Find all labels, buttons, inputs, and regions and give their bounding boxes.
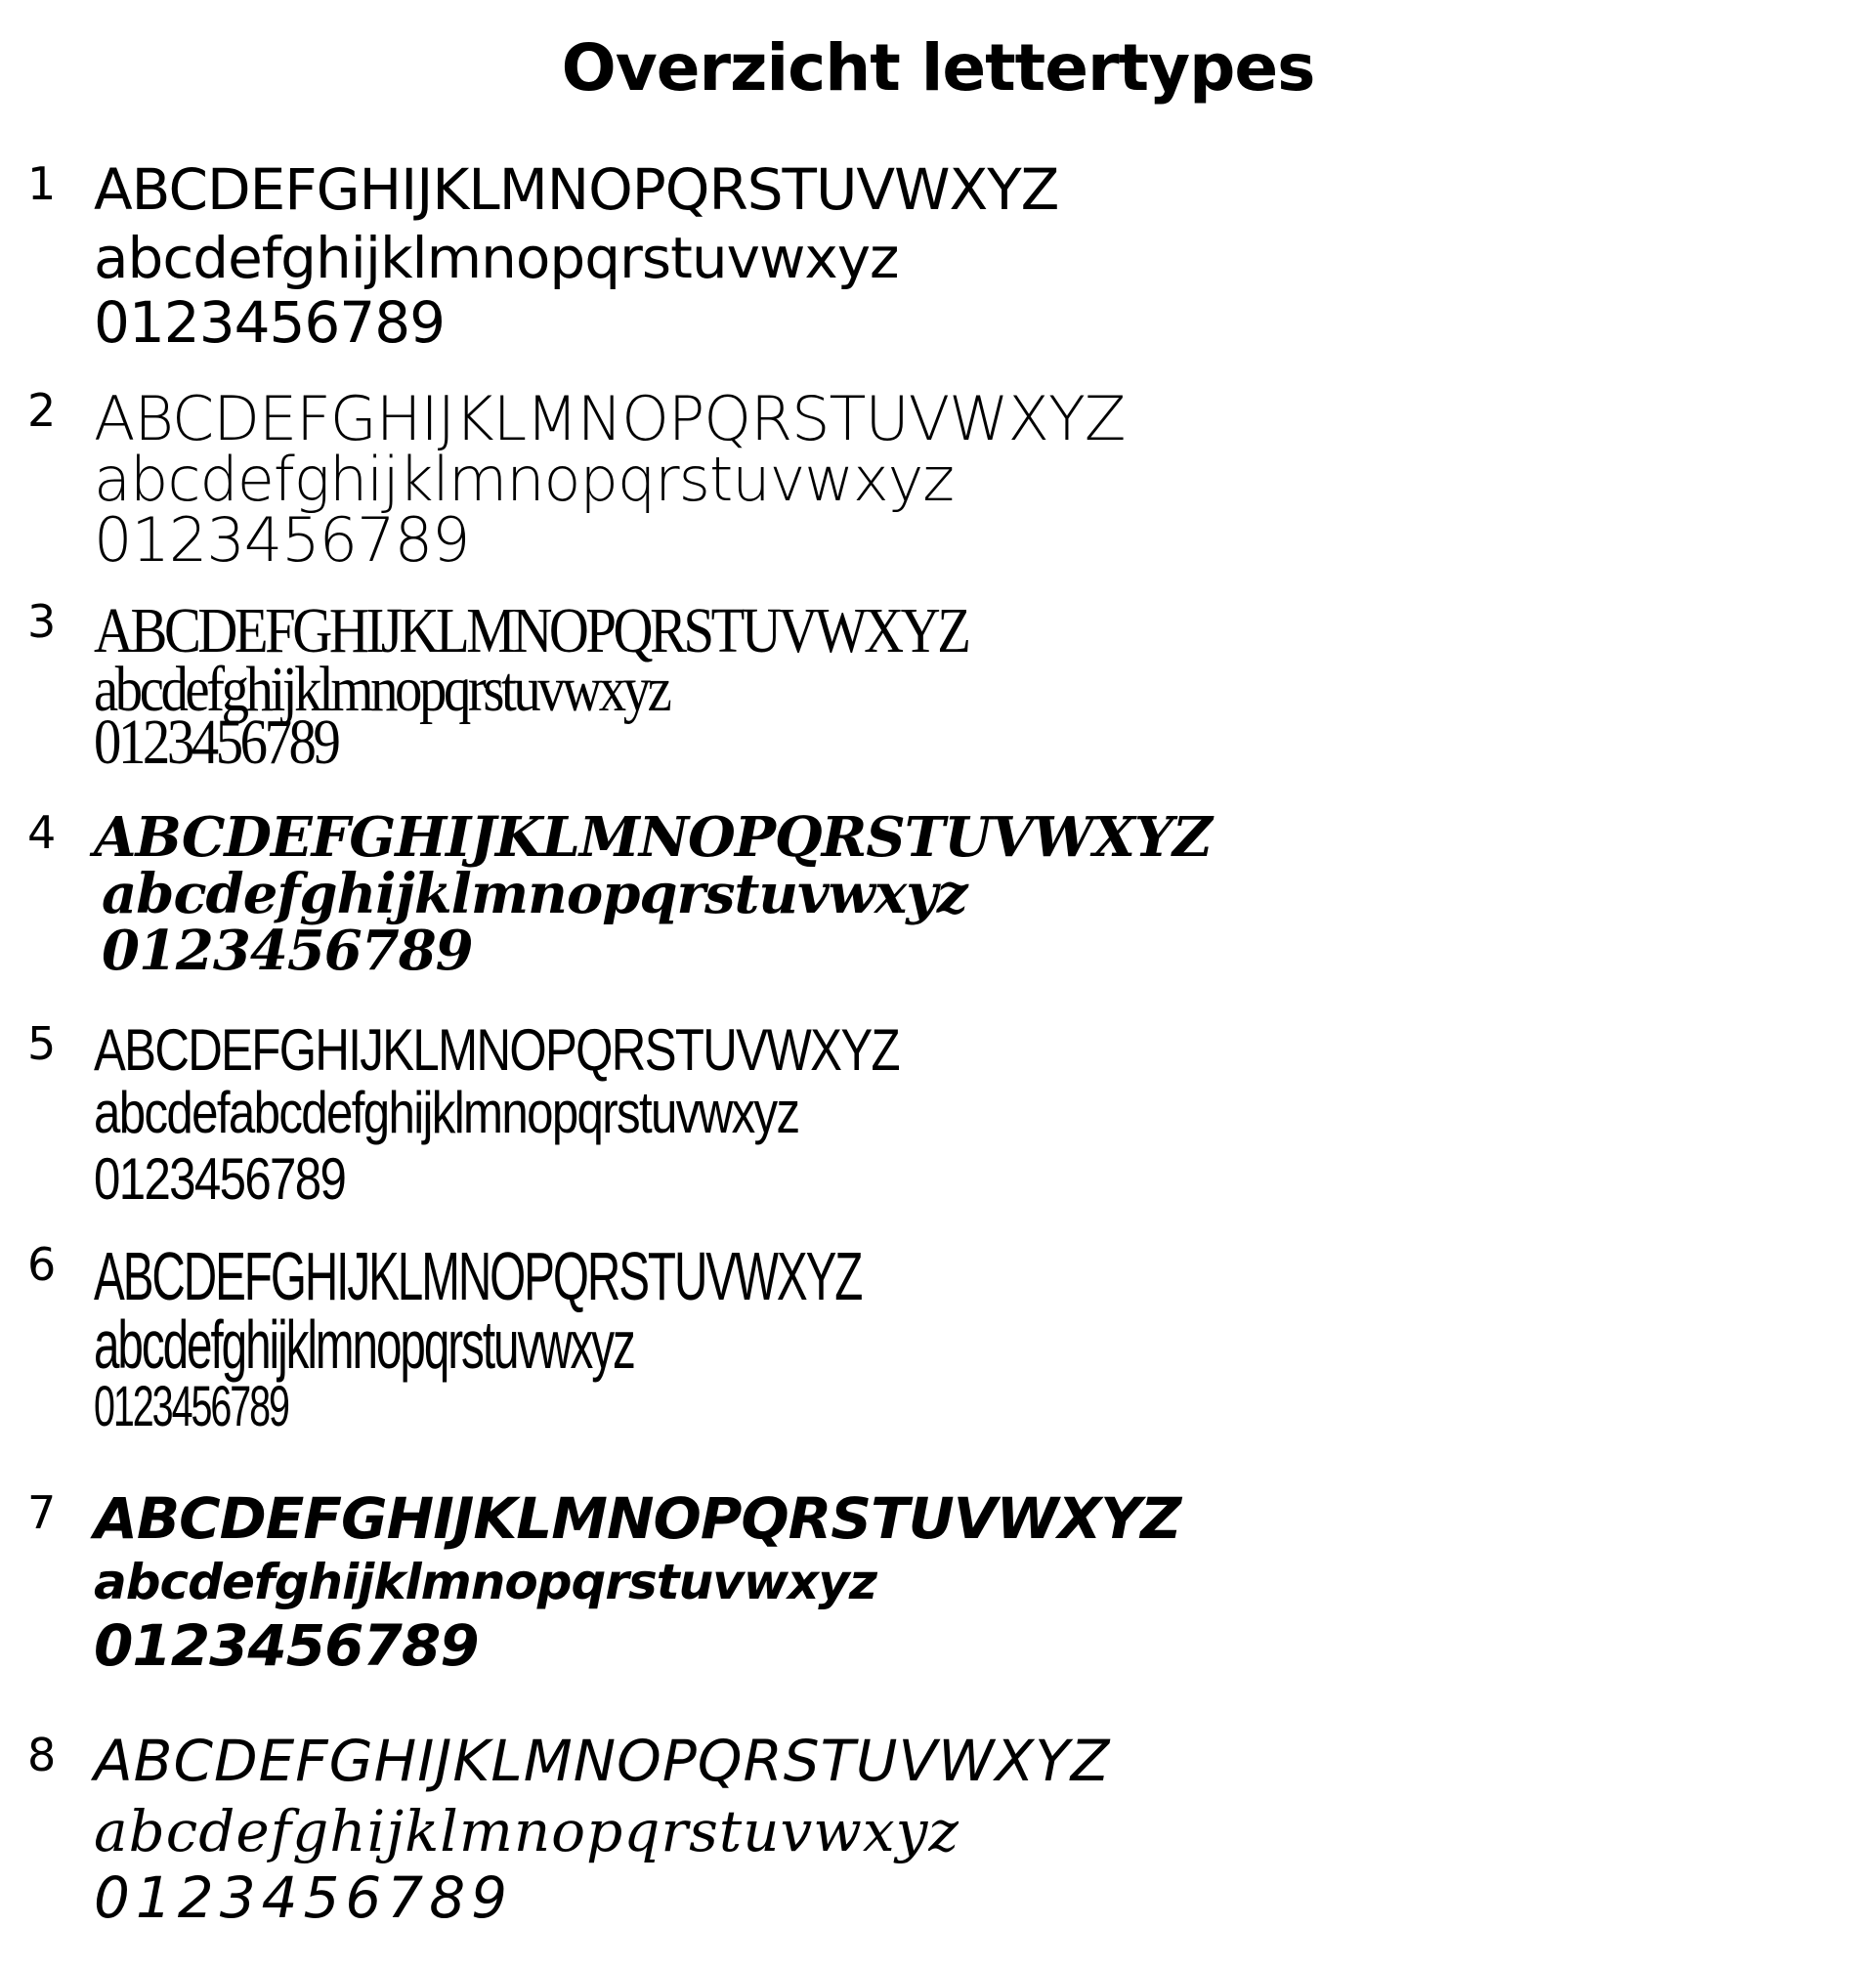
lowercase-line: abcdefghijklmnopqrstuvwxyz	[94, 1798, 959, 1864]
lowercase-line: abcdefghijklmnopqrstuvwxyz	[94, 225, 899, 291]
uppercase-line: ABCDEFGHIJKLMNOPQRSTUVWXYZ	[94, 1728, 1111, 1794]
digits-line: 0123456789	[94, 1864, 514, 1931]
uppercase-line: ABCDEFGHIJKLMNOPQRSTUVWXYZ	[94, 156, 1059, 223]
sample-number: 1	[27, 157, 57, 210]
digits-line: 0123456789	[94, 1612, 479, 1679]
digits-line: 0123456789	[94, 1375, 288, 1438]
sample-number: 4	[27, 806, 57, 859]
sample-number: 6	[27, 1238, 57, 1291]
sample-number: 2	[27, 384, 57, 437]
sample-number: 7	[27, 1486, 57, 1539]
digits-line: 0123456789	[94, 1146, 346, 1212]
lowercase-line: abcdefghijklmnopqrstuvwxyz	[94, 654, 669, 725]
uppercase-line: ABCDEFGHIJKLMNOPQRSTUVWXYZ	[94, 1017, 899, 1083]
lowercase-line: abcdefghijklmnopqrstuvwxyz	[94, 1306, 634, 1383]
uppercase-line: ABCDEFGHIJKLMNOPQRSTUVWXYZ	[94, 1485, 1181, 1552]
page-title: Overzicht lettertypes	[561, 30, 1315, 106]
sample-number: 3	[27, 595, 57, 648]
uppercase-line: ABCDEFGHIJKLMNOPQRSTUVWXYZ	[94, 1238, 862, 1314]
lowercase-line: abcdefghijklmnopqrstuvwxyz	[94, 1554, 876, 1610]
digits-line: 0123456789	[102, 919, 473, 983]
sample-number: 5	[27, 1017, 57, 1070]
digits-line: 0123456789	[94, 289, 446, 356]
lowercase-line: abcdefabcdefghijklmnopqrstuvwxyz	[94, 1080, 799, 1145]
sample-number: 8	[27, 1729, 57, 1781]
digits-line: 0123456789	[94, 706, 338, 778]
uppercase-line: ABCDEFGHIJKLMNOPQRSTUVWXYZ	[94, 383, 1126, 454]
uppercase-line: ABCDEFGHIJKLMNOPQRSTUVWXYZ	[94, 805, 1212, 870]
lowercase-line: abcdefghijklmnopqrstuvwxyz	[102, 862, 967, 926]
lowercase-line: abcdefghijklmnopqrstuvwxyz	[94, 444, 954, 515]
digits-line: 0123456789	[94, 504, 470, 576]
uppercase-line: ABCDEFGHIJKLMNOPQRSTUVWXYZ	[94, 595, 968, 666]
